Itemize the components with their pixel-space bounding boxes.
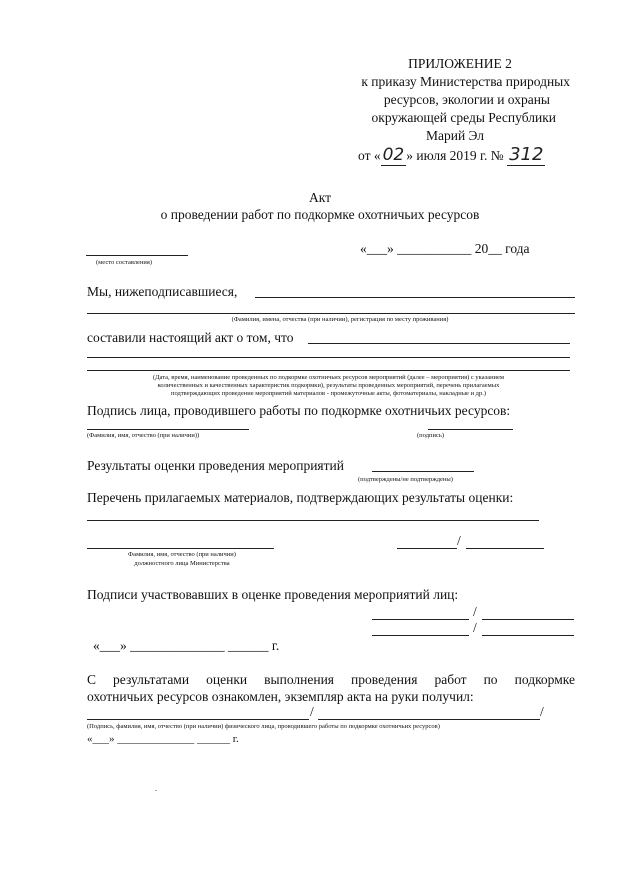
- materials-line: [87, 520, 539, 521]
- worker-sign-caption: (подпись): [417, 432, 444, 439]
- appendix-line-3: окружающей среды Республики: [371, 110, 556, 125]
- place-line: [86, 255, 188, 256]
- act-subtitle: о проведении работ по подкормке охотничьих ресурсов: [160, 207, 480, 222]
- compiled-line-2: [87, 357, 570, 358]
- act-title: Акт: [308, 190, 332, 205]
- signers-line-1: [255, 297, 575, 298]
- acquainted-date: «___» ______________ ______ г.: [87, 733, 239, 745]
- appendix-line-1: к приказу Министерства природных: [361, 74, 570, 89]
- header-date: «___» ___________ 20__ года: [360, 241, 530, 256]
- appendix-line-2: ресурсов, экологии и охраны: [383, 92, 550, 107]
- signers-caption: (Фамилия, имена, отчества (при наличии), регистрация по месту проживания): [231, 316, 449, 323]
- worker-name-line: [87, 429, 249, 430]
- worker-sign-line: [428, 429, 513, 430]
- compiled-line-3: [87, 370, 570, 371]
- acquainted-caption: (Подпись, фамилия, имя, отчество (при наличии) физического лица, проводившего работы по подкормке охотничьих ресурсов): [87, 723, 440, 730]
- appendix-date: [358, 144, 545, 165]
- participant2-fio-line: [482, 635, 574, 636]
- results-line: [372, 471, 474, 472]
- place-caption: (место составления): [96, 259, 153, 266]
- compiled-lead: составили настоящий акт о том, что: [87, 330, 294, 345]
- official-sign-line: [397, 548, 457, 549]
- results-lead: Результаты оценки проведения мероприятий: [87, 458, 344, 473]
- participant2-sign-line: [372, 635, 469, 636]
- worker-signature-lead: Подпись лица, проводившего работы по подкормке охотничьих ресурсов:: [87, 403, 511, 418]
- acquainted-slash-2: /: [540, 704, 544, 719]
- participant1-fio-line: [482, 619, 574, 620]
- signers-lead: Мы, нижеподписавшиеся,: [87, 284, 238, 299]
- signers-line-2: [87, 313, 575, 314]
- acquainted-slash-1: /: [310, 704, 314, 719]
- official-caption-1: Фамилия, имя, отчество (при наличии): [128, 551, 236, 558]
- participant1-sign-line: [372, 619, 469, 620]
- participants-lead: Подписи участвовавших в оценке проведения мероприятий лиц:: [87, 587, 459, 602]
- compiled-caption-2: количественных и качественных характеристик подкормки), результаты проведенных мероприятий, перечень прилагаемых: [157, 382, 500, 389]
- compiled-caption-1: (Дата, время, наименование проведенных по подкормке охотничьих ресурсов мероприятий (далее – мероприятия) с указанием: [152, 374, 505, 381]
- compiled-caption-3: подтверждающих проведение мероприятий материалов - промежуточные акты, фотоматериалы, накладные и др.): [170, 390, 487, 397]
- acquainted-line-2: охотничьих ресурсов ознакомлен, экземпляр акта на руки получил:: [87, 689, 474, 704]
- appendix-title: ПРИЛОЖЕНИЕ 2: [408, 56, 512, 71]
- appendix-line-4: Марий Эл: [425, 128, 485, 143]
- order-number-handwritten: 312: [509, 144, 544, 165]
- acquainted-sign-line: [87, 719, 309, 720]
- date-day-handwritten: 02: [382, 145, 405, 165]
- compiled-line-1: [308, 343, 570, 344]
- date-mid: » июля 2019 г. №: [406, 148, 504, 163]
- materials-lead: Перечень прилагаемых материалов, подтверждающих результаты оценки:: [87, 490, 514, 505]
- scan-speck: [155, 790, 157, 791]
- worker-name-caption: (Фамилия, имя, отчество (при наличии)): [87, 432, 200, 439]
- official-caption-2: должностного лица Министерства: [134, 560, 230, 567]
- participant1-slash: /: [473, 604, 477, 619]
- participants-date: «___» ______________ ______ г.: [93, 638, 280, 653]
- participant2-slash: /: [473, 620, 477, 635]
- official-slash: /: [457, 533, 461, 548]
- official-fio-line: [466, 548, 544, 549]
- acquainted-line-1: С результатами оценки выполнения проведения работ по подкормке: [87, 672, 575, 687]
- acquainted-fio-line: [318, 719, 540, 720]
- official-name-line: [87, 548, 274, 549]
- date-prefix: от «: [358, 148, 381, 163]
- results-caption: (подтверждены/не подтверждены): [358, 476, 453, 483]
